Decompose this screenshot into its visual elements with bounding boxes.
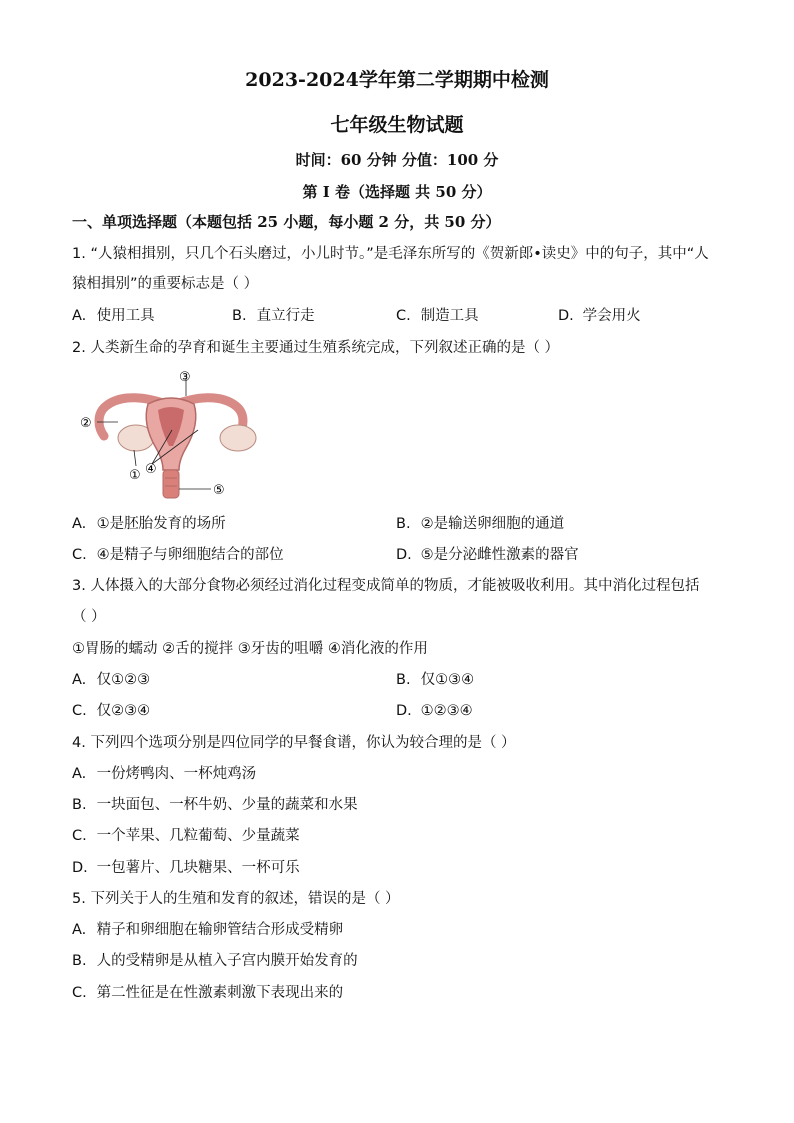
q4-option-a: A. 一份烤鸭肉、一杯炖鸡汤 <box>72 766 257 782</box>
q3-stem-line1: 3. 人体摄入的大部分食物必须经过消化过程变成简单的物质，才能被吸收利用。其中消化过程包括 <box>72 578 700 594</box>
q1-option-d: D. 学会用火 <box>558 308 641 324</box>
q1-option-c: C. 制造工具 <box>396 308 479 324</box>
q1-stem-line2: 猿相揖别”的重要标志是（ ） <box>72 276 259 292</box>
q3-option-a: A. 仅①②③ <box>72 672 151 688</box>
figure-label-4: ④ <box>145 462 157 477</box>
female-reproductive-system-figure <box>76 366 266 502</box>
q3-option-d: D. ①②③④ <box>396 703 473 719</box>
right-ovary <box>220 425 256 451</box>
q3-option-b: B. 仅①③④ <box>396 672 475 688</box>
exam-meta: 时间：60 分钟 分值：100 分 <box>295 151 499 169</box>
q2-stem: 2. 人类新生命的孕育和诞生主要通过生殖系统完成，下列叙述正确的是（ ） <box>72 340 560 356</box>
q4-stem: 4. 下列四个选项分别是四位同学的早餐食谱，你认为较合理的是（ ） <box>72 735 516 751</box>
q4-option-c: C. 一个苹果、几粒葡萄、少量蔬菜 <box>72 828 300 844</box>
figure-label-3: ③ <box>179 370 191 385</box>
q2-option-c: C. ④是精子与卵细胞结合的部位 <box>72 547 284 563</box>
q3-stem-line2: （ ） <box>72 609 106 625</box>
q1-option-b: B. 直立行走 <box>232 308 315 324</box>
q4-option-b: B. 一块面包、一杯牛奶、少量的蔬菜和水果 <box>72 797 358 813</box>
q5-option-c: C. 第二性征是在性激素刺激下表现出来的 <box>72 985 344 1001</box>
q2-option-d: D. ⑤是分泌雌性激素的器官 <box>396 547 579 563</box>
q2-option-b: B. ②是输送卵细胞的通道 <box>396 516 565 532</box>
figure-label-5: ⑤ <box>213 483 225 498</box>
q1-option-a: A. 使用工具 <box>72 308 155 324</box>
section-heading: 一、单项选择题（本题包括 25 小题，每小题 2 分，共 50 分） <box>72 213 501 231</box>
exam-subtitle: 七年级生物试题 <box>330 114 464 136</box>
q3-option-c: C. 仅②③④ <box>72 703 151 719</box>
q3-items: ①胃肠的蠕动 ②舌的搅拌 ③牙齿的咀嚼 ④消化液的作用 <box>72 641 428 657</box>
q4-option-d: D. 一包薯片、几块糖果、一杯可乐 <box>72 860 300 876</box>
q2-option-a: A. ①是胚胎发育的场所 <box>72 516 226 532</box>
exam-title: 2023-2024学年第二学期期中检测 <box>245 69 549 91</box>
q1-stem-line1: 1. “人猿相揖别，只几个石头磨过，小儿时节。”是毛泽东所写的《贺新郎•读史》中的句子，其中“人 <box>72 246 709 262</box>
vagina <box>163 470 179 498</box>
q5-stem: 5. 下列关于人的生殖和发育的叙述，错误的是（ ） <box>72 891 400 907</box>
figure-label-2: ② <box>80 416 92 431</box>
q5-option-b: B. 人的受精卵是从植入子宫内膜开始发育的 <box>72 953 358 969</box>
volume-heading: 第 I 卷（选择题 共 50 分） <box>302 183 492 201</box>
figure-label-1: ① <box>129 468 141 483</box>
q5-option-a: A. 精子和卵细胞在输卵管结合形成受精卵 <box>72 922 344 938</box>
